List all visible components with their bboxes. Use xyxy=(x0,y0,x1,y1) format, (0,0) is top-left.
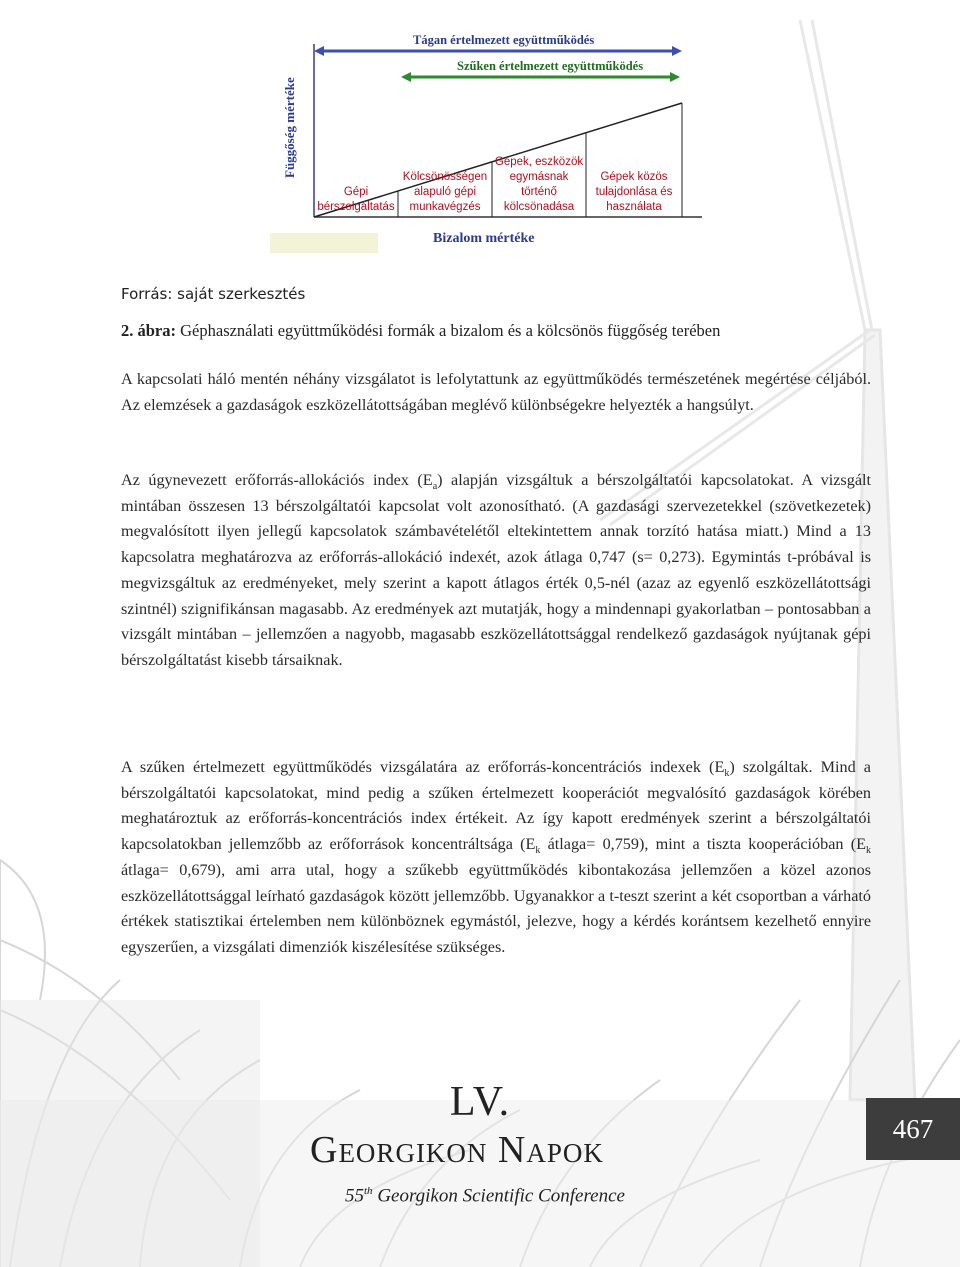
category-joint-ownership: Gépek közös tulajdonlása és használata xyxy=(595,171,673,213)
y-axis-label: Függőség mértéke xyxy=(282,77,297,178)
footer-edition: LV. xyxy=(449,1079,511,1125)
cooperation-diagram xyxy=(270,25,710,270)
category-reciprocal-work: Kölcsönösségen alapuló gépi munkavégzés xyxy=(402,171,488,213)
caption-text: Géphasználati együttműködési formák a bizalom és a kölcsönös függőség terében xyxy=(176,321,721,340)
figure-caption xyxy=(121,321,881,341)
page-number-box xyxy=(866,1098,960,1160)
page-number: 467 xyxy=(892,1114,934,1144)
narrow-cooperation-label: Szűken értelmezett együttműködés xyxy=(457,59,644,73)
paragraph-2: Az úgynevezett erőforrás-allokációs index $(E_a)$ alapján vizsgáltuk a bérszolgáltatói kapcsolatokat. A vizsgált mintában összesen 13 bérszolgáltatói kapcsolat volt azonosítható. (A gazdasági szervezetekkel (szövetkezetek) megvalósított ilyen jellegű kapcsolatok számbavételétől eltekintettem annak torzító hatása miatt.) Mind a 13 kapcsolatra meghatározva az erőforrás-allokáció indexét, azok átlaga 0,747 (s= 0,273). Egymintás t-próbával is megvizsgáltuk az eredményeket, mely szerint a kapott átlagos érték 0,5-nél (azaz az egyenlő eszközellátottsági szintnél) szignifikánsan magasabb. Az eredmények azt mutatják, hogy a mindennapi gyakorlatban – pontosabban a vizsgált mintában – jellemzően a nagyobb, magasabb eszközellátottsággal rendelkező gazdaságok nyújtanak gépi bérszolgáltatást kisebb társaiknak. xyxy=(121,471,871,669)
caption-label: 2. ábra: xyxy=(121,321,176,340)
highlight-box xyxy=(270,233,378,253)
footer-conference: 55th Georgikon Scientific Conference xyxy=(345,1185,625,1207)
x-axis-label: Bizalom mértéke xyxy=(433,231,535,246)
category-machine-lending: Gépek, eszközök egymásnak történő kölcsönadása xyxy=(494,156,584,213)
paragraph-1: A kapcsolati háló mentén néhány vizsgálatot is lefolytattunk az együttműködés természetének megértése céljából. Az elemzések a gazdaságok eszközellátottságában meglévő különbségekre helyezték a hangsúlyt. xyxy=(121,370,871,414)
figure-source: Forrás: saját szerkesztés xyxy=(121,285,306,303)
footer-title: Georgikon Napok xyxy=(310,1129,604,1171)
broad-cooperation-label: Tágan értelmezett együttműködés xyxy=(413,33,595,47)
category-machine-service: Gépi bérszolgáltatás xyxy=(317,186,395,213)
paragraph-3: A szűken értelmezett együttműködés vizsgálatára az erőforrás-koncentrációs indexek $(E_k)$ szolgáltak. Mind a bérszolgáltatói kapcsolatokat, mind pedig a szűken értelmezett kooperációt megvalósító gazdaságok körében meghatároztuk az erőforrás-koncentrációs index értékeit. Az így kapott eredmények szerint a bérszolgáltatói kapcsolatokban jellemzőbb az erőforrások koncentráltsága ($E_k$ átlaga= 0,759), mint a tiszta kooperációban ($E_k$ átlaga= 0,679), ami arra utal, hogy a szűkebb együttműködés kibontakozása jellemzően a közel azonos eszközellátottsággal leírható gazdaságok között jellemzőbb. Ugyanakkor a t-teszt szerint a két csoportban a várható értékek statisztikai értelemben nem különböznek egymástól, jelezve, hogy a kérdés korántsem kezelhető ennyire egyszerűen, a vizsgálati dimenziók kiszélesítése szükséges. xyxy=(121,758,871,956)
